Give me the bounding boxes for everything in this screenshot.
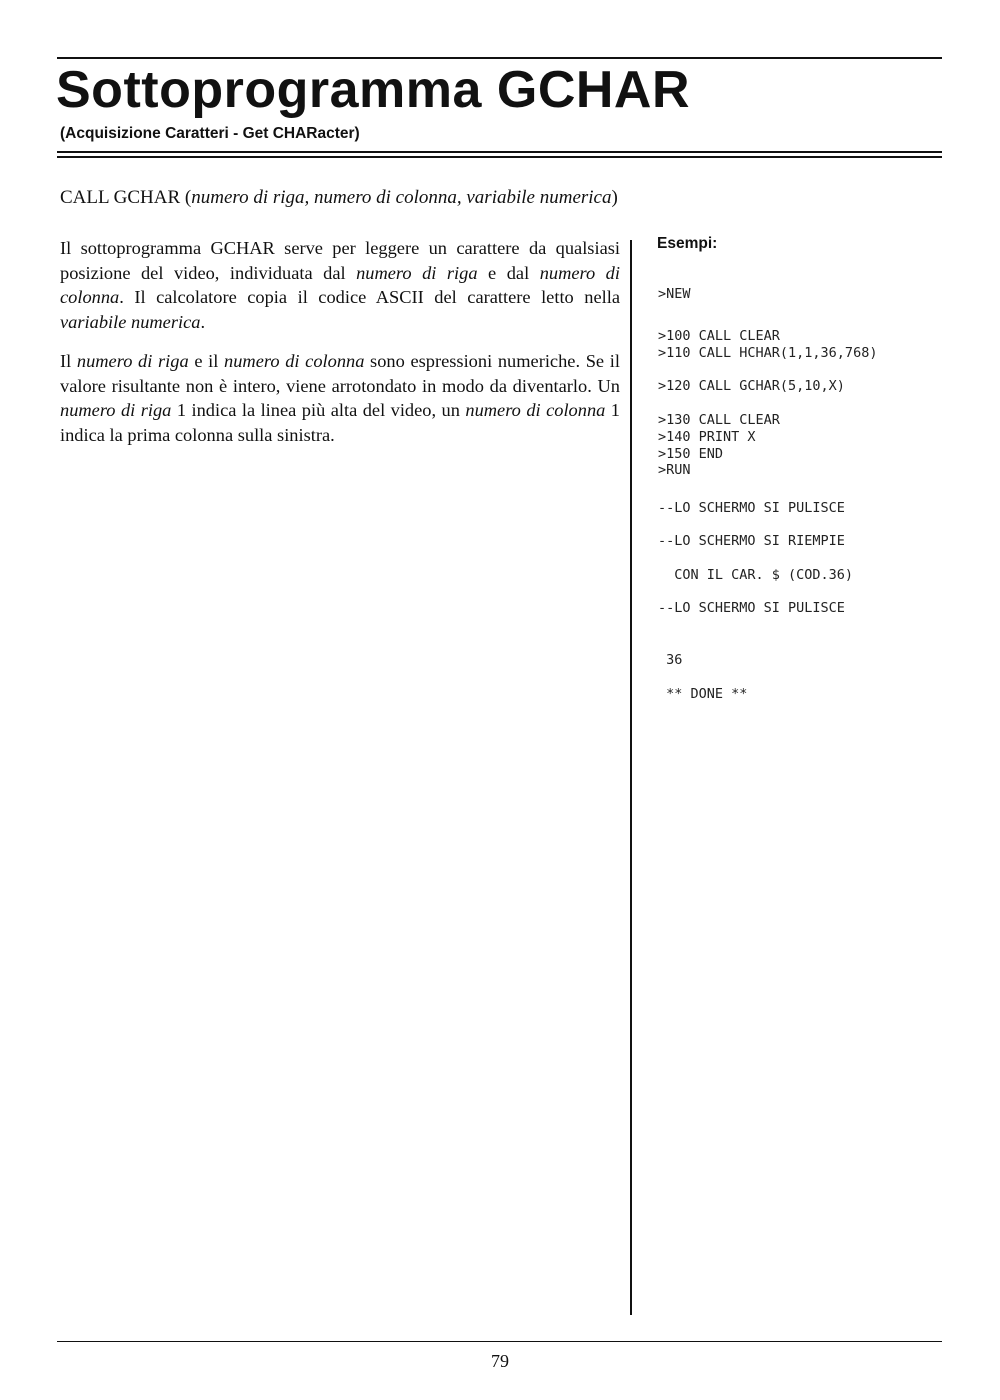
italic-term: numero di riga (60, 400, 172, 420)
header-double-rule-top (57, 151, 942, 153)
output-line: CON IL CAR. $ (COD.36) (658, 567, 854, 583)
text-run: sono espressioni numeriche. Se il valore risultante non è intero, viene arrotondato in modo da diventarlo. Un (60, 351, 620, 396)
column-divider (630, 240, 632, 1315)
header-double-rule-bottom (57, 156, 942, 158)
description-paragraph-1 (60, 236, 620, 334)
output-line: --LO SCHERMO SI RIEMPIE (658, 533, 845, 549)
code-line-gchar: >120 CALL GCHAR(5,10,X) (658, 378, 845, 394)
italic-term: variabile numerica (60, 311, 201, 332)
text-run: 1 indica la linea più alta del video, un (171, 400, 466, 420)
footer-rule (57, 1341, 942, 1342)
syntax-line (60, 186, 618, 210)
text-run: . (200, 311, 206, 332)
syntax-arguments: numero di riga, numero di colonna, variabile numerica (191, 187, 612, 208)
code-block-clear-hchar: >100 CALL CLEAR >110 CALL HCHAR(1,1,36,768) (658, 328, 878, 361)
output-line: --LO SCHERMO SI PULISCE (658, 500, 845, 516)
description-paragraph-2 (60, 349, 620, 447)
page-subtitle: (Acquisizione Caratteri - Get CHARacter) (60, 125, 360, 142)
text-run: e dal (477, 262, 540, 283)
page-number: 79 (491, 1351, 509, 1371)
text-run: e il (188, 351, 225, 371)
output-done: ** DONE ** (658, 686, 748, 702)
output-value: 36 (658, 652, 683, 668)
syntax-command: CALL GCHAR ( (60, 187, 192, 208)
italic-term: numero di riga (76, 351, 189, 371)
syntax-close: ) (611, 187, 618, 208)
text-run: 1 indica la prima colonna sulla sinistra. (60, 400, 620, 445)
italic-term: numero di colonna (465, 400, 606, 420)
text-run: Il (60, 351, 77, 371)
text-run: Il sottoprogramma GCHAR serve per leggere un carattere da qualsiasi posizione del video, individuata dal (60, 238, 620, 283)
text-run: . Il calcolatore copia il codice ASCII del carattere letto nella (119, 287, 620, 307)
code-block-print-end-run: >130 CALL CLEAR >140 PRINT X >150 END >RUN (658, 412, 780, 479)
code-line-new: >NEW (658, 286, 691, 302)
examples-heading: Esempi: (657, 235, 718, 252)
italic-term: numero di colonna (60, 262, 620, 307)
italic-term: numero di riga (356, 262, 478, 283)
page-title: Sottoprogramma GCHAR (56, 61, 691, 119)
output-line: --LO SCHERMO SI PULISCE (658, 600, 845, 616)
italic-term: numero di colonna (224, 351, 365, 371)
